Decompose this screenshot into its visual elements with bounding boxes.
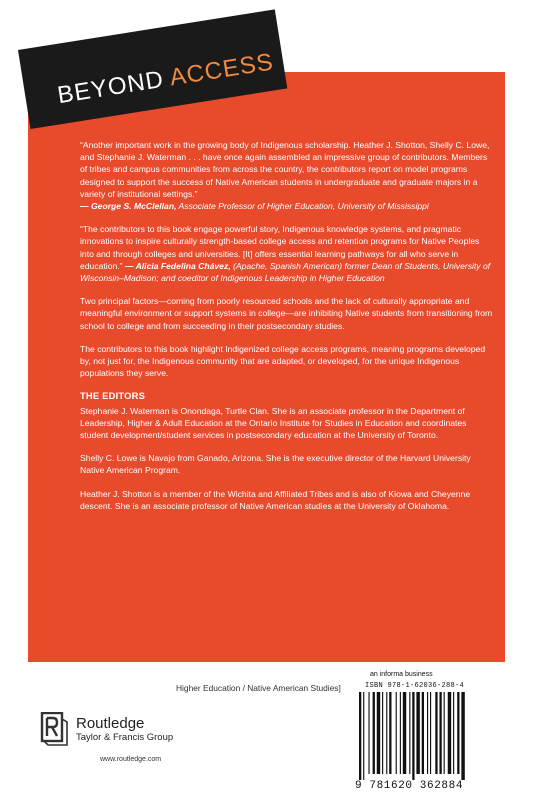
- barcode-bar: [403, 692, 406, 774]
- publisher-name: Routledge: [76, 714, 145, 732]
- endorsement-quote: [80, 223, 494, 284]
- publisher-wordmark: [76, 716, 173, 743]
- barcode-bar: [453, 692, 454, 774]
- quote-author: — Alicia Fedelina Chávez,: [124, 260, 231, 271]
- barcode-bar: [427, 692, 428, 774]
- editors-heading: THE EDITORS: [80, 390, 146, 402]
- barcode-bar: [373, 692, 375, 774]
- barcode-bar: [359, 692, 361, 780]
- barcode-bar: [368, 692, 369, 774]
- barcode-bar: [363, 692, 364, 780]
- barcode-bar: [400, 692, 401, 774]
- publisher-logo: [40, 712, 173, 746]
- publisher-subtitle: Taylor & Francis Group: [76, 731, 174, 743]
- description-paragraph: Two principal factors—coming from poorly resourced schools and the lack of culturally appropriate and meaningful environment or support systems in college—are inhibiting Native students from transitioning from school to college and from succeeding in their postsecondary studies.: [80, 296, 493, 331]
- barcode-bar: [382, 692, 383, 774]
- barcode-bar: [386, 692, 387, 774]
- endorsement-quote: [80, 139, 494, 212]
- barcode-bar: [444, 692, 445, 774]
- barcode-bar: [409, 692, 410, 774]
- barcode-bar: [439, 692, 441, 774]
- barcode-bar: [457, 692, 459, 774]
- barcode-bar: [416, 692, 419, 774]
- barcode-bar: [422, 692, 424, 774]
- barcode-bar: [389, 692, 391, 774]
- barcode-bar: [412, 692, 414, 780]
- barcode-bar: [430, 692, 431, 774]
- description-paragraph: The contributors to this book highlight Indigenized college access programs, meaning programs developed by, not just for, the Indigenous community that are adapted, or developed, for the unique Indigenous populations they serve.: [80, 343, 486, 379]
- isbn-text: ISBN 978-1-62036-288-4: [365, 682, 465, 690]
- quote-text: “Another important work in the growing body of Indigenous scholarship. Heather J. Shotton, Shelly C. Lowe, and Stephanie J. Waterman . . . have once again assembled an impressive group of contributors. Members of tribes and campus communities from across the country, the contributors report on model programs designed to support the success of Native American students in undergraduate and graduate majors in a variety of institutional settings.”: [80, 140, 490, 199]
- barcode-bar: [396, 692, 397, 774]
- banner-title-word1: BEYOND: [55, 65, 166, 110]
- barcode-bar: [435, 692, 437, 774]
- barcode-bar: [377, 692, 380, 774]
- barcode-bar: [461, 692, 464, 780]
- editor-bio: Heather J. Shotton is a member of the Wichita and Affiliated Tribes and is also of Kiowa and Cheyenne descent. She is an associate professor of Native American studies at the University of Oklahoma.: [80, 488, 471, 511]
- quote-attribution: [80, 201, 429, 211]
- quote-affiliation: (Apache, Spanish American) former Dean of Students, University of Wisconsin–Madison; and coeditor of Indigenous Leadership in Higher Education: [80, 260, 491, 284]
- banner-title-word2: ACCESS: [167, 48, 276, 92]
- barcode-bar: [448, 692, 451, 774]
- editor-bio: Shelly C. Lowe is Navajo from Ganado, Arizona. She is the executive director of the Harvard University Native American Program.: [80, 453, 471, 476]
- barcode-digits: 9 781620 362884: [355, 780, 464, 792]
- publisher-website: www.routledge.com: [100, 756, 162, 763]
- informa-tagline: an informa business: [370, 671, 433, 678]
- quote-affiliation: Associate Professor of Higher Education, University of Mississippi: [178, 201, 429, 212]
- quote-author: — George S. McClellan,: [80, 201, 177, 212]
- barcode-icon: [355, 692, 493, 782]
- cover-text: [80, 139, 494, 523]
- quote-text: “The contributors to this book engage powerful story, Indigenous knowledge systems, and pragmatic innovations to inspire culturally strength-based college access and retention programs for Native Peoples into and through colleges and universities. [It] offers essential learning pathways for all who serve in education.”: [80, 224, 480, 271]
- routledge-logo-icon: [40, 712, 70, 746]
- subject-category: Higher Education / Native American Studies]: [176, 683, 341, 693]
- quote-attribution: [80, 261, 490, 283]
- editor-bio: Stephanie J. Waterman is Onondaga, Turtle Clan. She is an associate professor in the Department of Leadership, Higher & Adult Education at the Ontario Institute for Studies in Education and coordinates student development/student services in postsecondary education at the University of Toronto.: [80, 405, 467, 441]
